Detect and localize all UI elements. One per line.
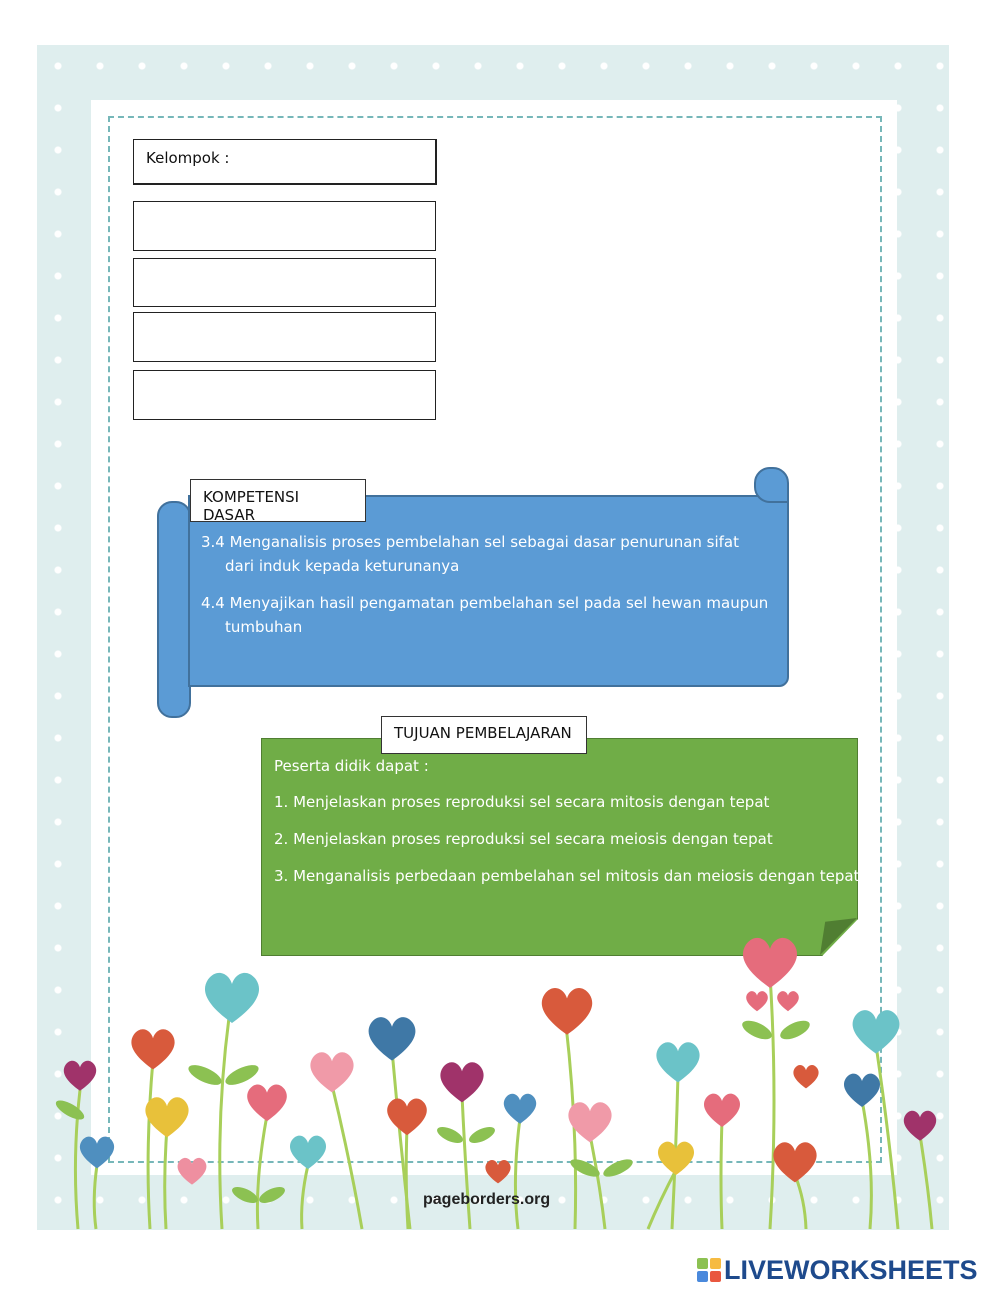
objectives-title: TUJUAN PEMBELAJARAN: [394, 724, 572, 742]
brand-logo: [697, 1255, 978, 1285]
member-input-1[interactable]: [133, 201, 436, 251]
group-field[interactable]: [133, 139, 437, 185]
brand-grid-icon: [697, 1258, 721, 1282]
source-credit: pageborders.org: [423, 1191, 551, 1208]
objectives-title-box: [381, 716, 587, 754]
objectives-intro: Peserta didik dapat :: [274, 757, 429, 775]
objective-item: 2. Menjelaskan proses reproduksi sel secara meiosis dengan tepat: [274, 830, 773, 848]
competency-title-box: [190, 479, 366, 522]
competency-item: 4.4 Menyajikan hasil pengamatan pembelahan sel pada sel hewan maupun tumbuhan: [201, 594, 769, 636]
brand-name: LIVEWORKSHEETS: [724, 1254, 978, 1285]
scroll-curl-right: [754, 467, 789, 503]
objective-item: 1. Menjelaskan proses reproduksi sel secara mitosis dengan tepat: [274, 793, 770, 811]
member-input-3[interactable]: [133, 312, 436, 362]
competency-title: KOMPETENSI DASAR: [203, 488, 300, 524]
scroll-curl-left: [157, 501, 191, 718]
group-label: Kelompok :: [146, 149, 230, 167]
member-input-2[interactable]: [133, 258, 436, 307]
member-input-4[interactable]: [133, 370, 436, 420]
competency-item: 3.4 Menganalisis proses pembelahan sel sebagai dasar penurunan sifat dari induk kepada keturunanya: [201, 533, 740, 575]
objective-item: 3. Menganalisis perbedaan pembelahan sel mitosis dan meiosis dengan tepat: [274, 867, 860, 885]
